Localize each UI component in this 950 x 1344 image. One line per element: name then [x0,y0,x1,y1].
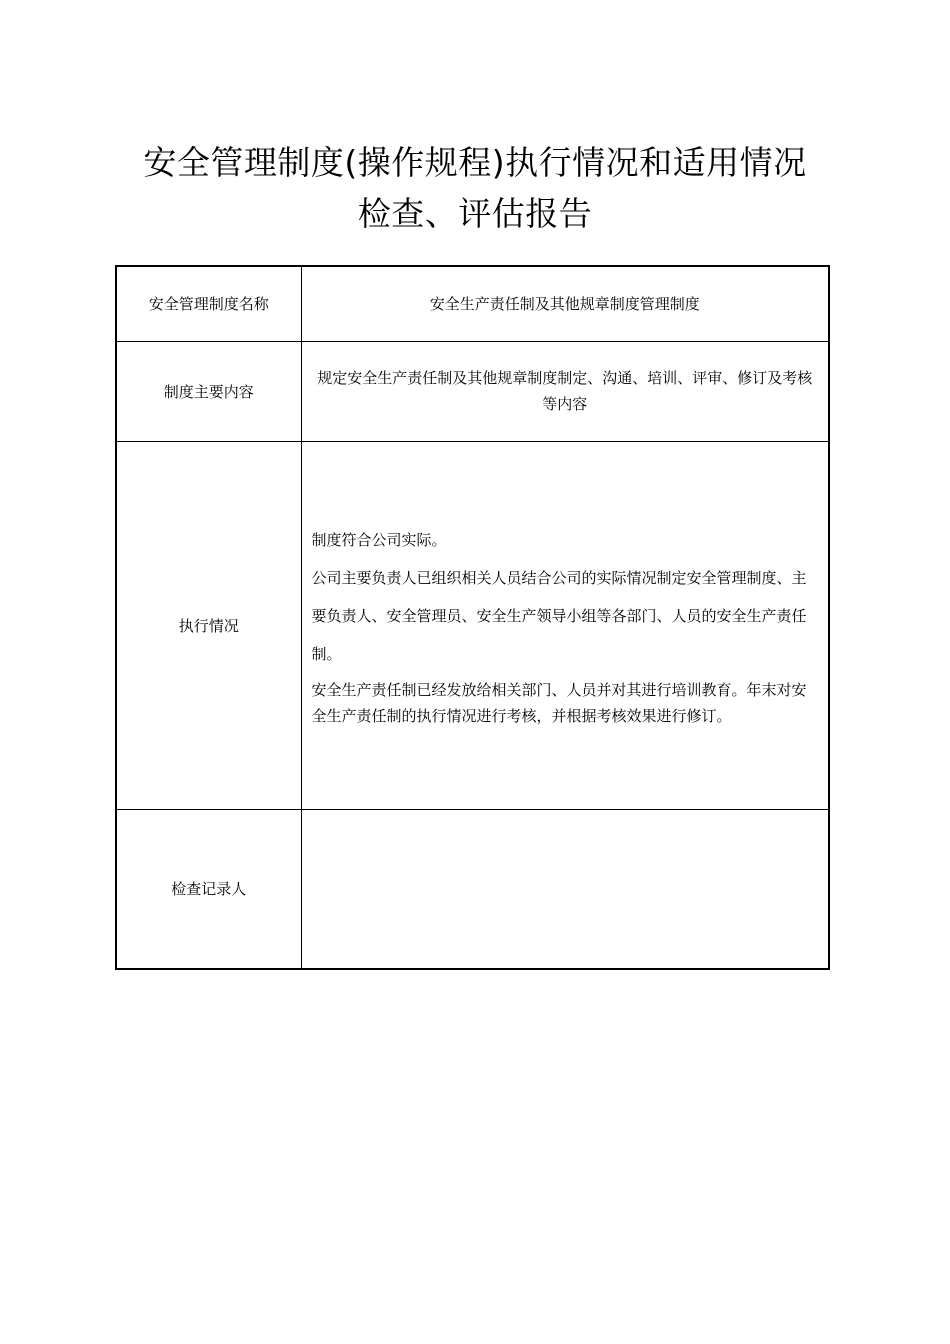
document-title-line1: 安全管理制度(操作规程)执行情况和适用情况 [143,143,807,182]
recorder-value [301,809,829,969]
execution-paragraph-1: 制度符合公司实际。 [311,531,447,549]
main-content-label: 制度主要内容 [116,341,301,441]
table-row-recorder [116,809,829,969]
report-table [115,265,830,970]
main-content-value: 规定安全生产责任制及其他规章制度制定、沟通、培训、评审、修订及考核等内容 [317,369,813,413]
execution-value-cell [301,441,829,809]
table-row-execution [116,441,829,809]
main-content-value-cell [301,341,829,441]
document-title-line2: 检查、评估报告 [357,194,593,233]
execution-label: 执行情况 [116,441,301,809]
table-row-regulation-name [116,266,829,341]
execution-paragraph-2: 公司主要负责人已组织相关人员结合公司的实际情况制定安全管理制度、主要负责人、安全管理员、安全生产领导小组等各部门、人员的安全生产责任制。 [311,569,807,663]
execution-paragraph-3: 安全生产责任制已经发放给相关部门、人员并对其进行培训教育。年末对安全生产责任制的执行情况进行考核，并根据考核效果进行修订。 [311,681,807,725]
recorder-label: 检查记录人 [116,809,301,969]
regulation-name-label: 安全管理制度名称 [116,266,301,341]
regulation-name-value: 安全生产责任制及其他规章制度管理制度 [301,266,829,341]
table-row-main-content [116,341,829,441]
